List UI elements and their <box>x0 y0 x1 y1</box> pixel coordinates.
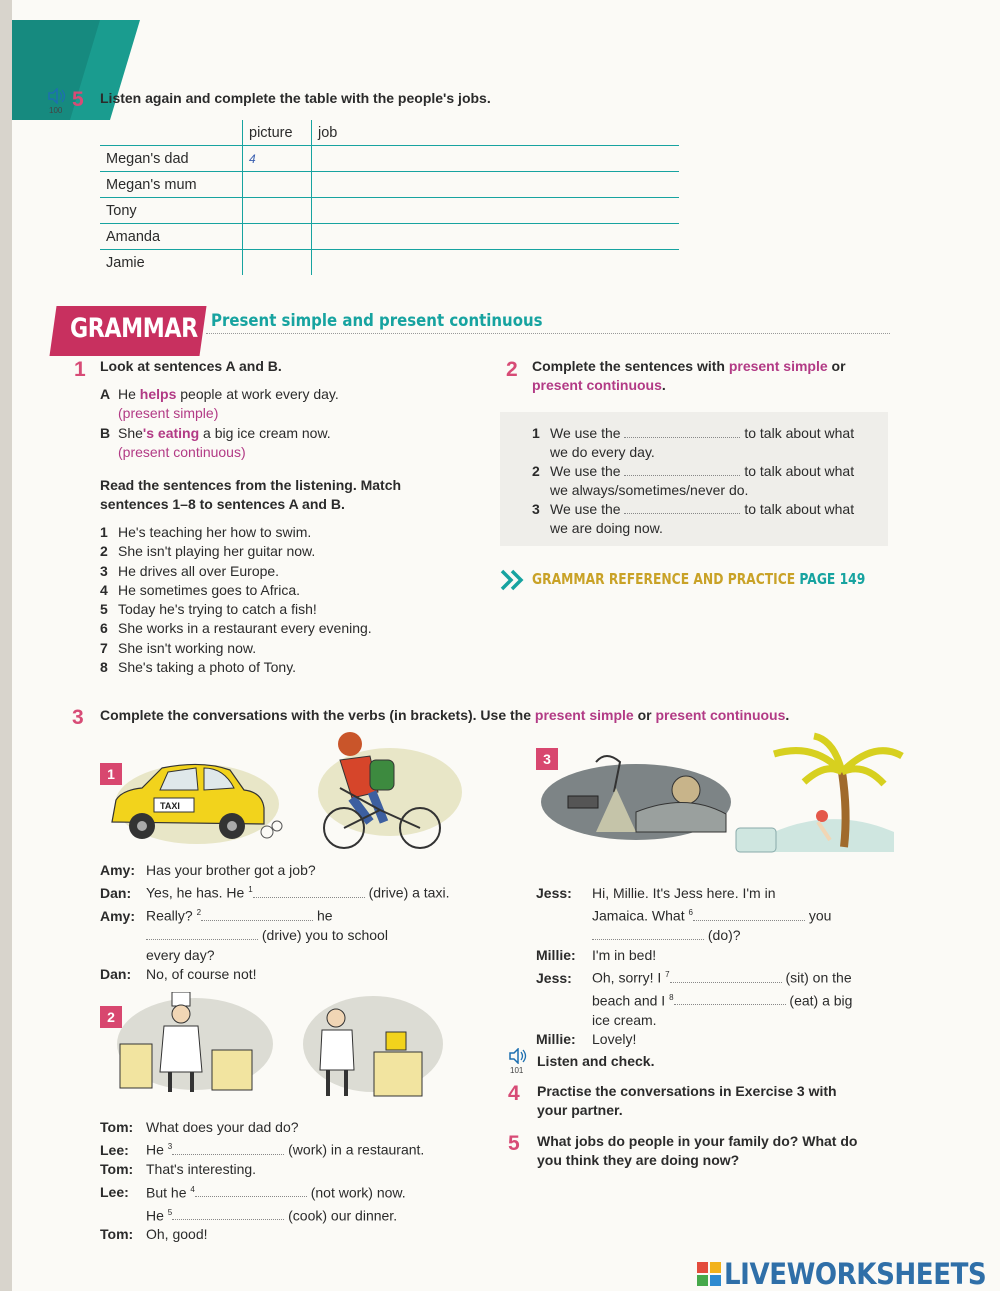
item-text: She works in a restaurant every evening. <box>118 620 372 637</box>
list-item <box>100 658 372 677</box>
instr-text: or <box>827 358 846 374</box>
audio-track-number: 101 <box>510 1066 524 1075</box>
list-item <box>100 542 372 561</box>
double-chevron-icon <box>500 569 526 591</box>
person-cell: Megan's mum <box>100 172 243 198</box>
highlight-term: present simple <box>728 358 828 374</box>
item-number: 2 <box>532 463 540 479</box>
grammar-label: GRAMMAR <box>70 313 198 344</box>
rule-item <box>532 462 882 500</box>
item-number: 1 <box>100 524 108 540</box>
brand-name: LIVEWORKSHEETS <box>724 1257 987 1291</box>
dialogue-line: No, of course not! <box>146 965 257 982</box>
job-cell[interactable] <box>312 224 680 250</box>
speaker-name: Jess: <box>536 969 572 986</box>
instr-text: Complete the conversations with the verbs (in brackets). Use the <box>100 707 535 723</box>
brand-logo[interactable] <box>697 1257 1000 1291</box>
picture-cell[interactable] <box>243 250 312 276</box>
dialogue-line: (not work) now. <box>310 1184 406 1201</box>
speaker-name: Tom: <box>100 1119 134 1135</box>
audio-icon[interactable] <box>47 88 67 104</box>
dialogue-line: He <box>146 1141 164 1158</box>
exercise-number: 4 <box>508 1082 520 1105</box>
beach-illustration <box>734 732 906 857</box>
highlight-verb: 's eating <box>142 425 200 441</box>
instr-text: or <box>633 707 656 723</box>
audio-track-number: 100 <box>49 106 63 115</box>
speaker-name: Millie: <box>536 1031 576 1048</box>
speaker-name: Amy: <box>100 862 136 878</box>
dialogue-line: (do)? <box>707 927 741 944</box>
rule-text: to talk about what <box>744 425 855 441</box>
item-text: She isn't playing her guitar now. <box>118 543 316 560</box>
exercise-instruction <box>100 706 789 725</box>
audio-icon[interactable] <box>508 1048 528 1064</box>
rule-text: We use the <box>550 463 621 479</box>
instr-text: . <box>661 377 666 393</box>
item-number: 1 <box>532 425 540 441</box>
item-number: 2 <box>100 543 108 560</box>
dialogue-line: (sit) on the <box>785 969 852 986</box>
dialogue-line: ice cream. <box>592 1011 657 1028</box>
answer-blank[interactable] <box>674 992 786 1005</box>
brand-logo-mark <box>697 1262 721 1286</box>
gap-number: 3 <box>167 1142 173 1152</box>
picture-badge: 2 <box>100 1006 122 1028</box>
exercise-number: 1 <box>74 358 86 381</box>
table-header-cell: job <box>312 120 680 146</box>
picture-badge: 3 <box>536 748 558 770</box>
picture-cell[interactable] <box>243 172 312 198</box>
answer-blank[interactable] <box>592 927 704 940</box>
sentence-text: people at work every day. <box>176 386 339 402</box>
dialogue-line: What does your dad do? <box>146 1119 299 1135</box>
speaker-name: Millie: <box>536 946 576 963</box>
answer-blank[interactable] <box>172 1207 284 1220</box>
dialogue-line: Yes, he has. He <box>146 884 245 901</box>
exercise-instruction-2: Read the sentences from the listening. Match sentences 1–8 to sentences A and B. <box>100 477 402 512</box>
item-text: He drives all over Europe. <box>118 562 280 579</box>
answer-blank[interactable] <box>624 501 740 514</box>
job-cell[interactable] <box>312 250 680 276</box>
table-header-cell: picture <box>243 120 312 146</box>
exercise-instruction: What jobs do people in your family do? What do you think they are doing now? <box>537 1133 858 1168</box>
table-row <box>100 250 679 276</box>
job-cell[interactable] <box>312 146 680 172</box>
brand-logo-letter <box>697 1275 708 1286</box>
dialogue-line: every day? <box>146 946 215 963</box>
item-text: Today he's trying to catch a fish! <box>118 601 317 618</box>
item-text: She isn't working now. <box>118 639 257 656</box>
highlight-term: present continuous <box>655 707 786 723</box>
sentence-letter: A <box>100 386 111 402</box>
picture-badge: 1 <box>100 763 122 785</box>
speaker-name: Lee: <box>100 1184 129 1201</box>
dialogue-line: (drive) you to school <box>261 927 388 944</box>
gap-number: 2 <box>196 908 202 918</box>
sentence-text: a big ice cream now. <box>199 425 331 441</box>
answer-blank[interactable] <box>201 908 313 921</box>
table-row <box>100 172 679 198</box>
table-row <box>100 198 679 224</box>
exercise-instruction <box>532 357 882 395</box>
item-text: He sometimes goes to Africa. <box>118 581 301 598</box>
item-number: 5 <box>100 601 108 618</box>
list-item <box>100 581 372 600</box>
gap-number: 7 <box>665 969 670 979</box>
dialogue-line: But he <box>146 1184 187 1201</box>
dialogue-line: (cook) our dinner. <box>288 1207 398 1224</box>
speaker-name: Jess: <box>536 885 572 901</box>
dialogue-line: (work) in a restaurant. <box>288 1141 425 1158</box>
speaker-name: Amy: <box>100 907 136 924</box>
dialogue-line: That's interesting. <box>146 1161 257 1178</box>
grammar-reference-link[interactable] <box>532 570 865 588</box>
speaker-name: Dan: <box>100 884 132 901</box>
brand-logo-letter <box>697 1262 708 1273</box>
answer-blank[interactable] <box>693 908 805 921</box>
item-number: 7 <box>100 639 108 656</box>
item-number: 8 <box>100 659 108 676</box>
sentence-text: She <box>118 425 143 441</box>
reference-text: GRAMMAR REFERENCE AND PRACTICE <box>532 570 796 588</box>
speaker-name: Tom: <box>100 1161 134 1178</box>
rule-text: we always/sometimes/never do. <box>550 482 749 498</box>
rule-text: We use the <box>550 501 621 517</box>
job-cell[interactable] <box>312 172 680 198</box>
answer-blank[interactable] <box>146 927 258 940</box>
dialogue-line: (drive) a taxi. <box>368 884 450 901</box>
sentence-list <box>100 523 372 677</box>
item-number: 6 <box>100 620 108 637</box>
exercise-number: 2 <box>506 358 518 381</box>
picture-cell[interactable]: 4 <box>243 146 312 172</box>
instr-text: Complete the sentences with <box>532 358 729 374</box>
picture-cell[interactable] <box>243 198 312 224</box>
cyclist-illustration <box>300 732 465 852</box>
gap-number: 4 <box>190 1184 195 1194</box>
exercise-instruction: Practise the conversations in Exercise 3 with your partner. <box>537 1083 837 1118</box>
exercise-instruction: Listen again and complete the table with the people's jobs. <box>100 90 491 106</box>
jobs-table <box>100 120 679 275</box>
grammar-title: Present simple and present continuous <box>211 311 543 331</box>
speaker-name: Lee: <box>100 1141 129 1158</box>
person-cell: Megan's dad <box>100 146 243 172</box>
sentence-letter: B <box>100 425 111 441</box>
list-item <box>100 639 372 658</box>
instr-text: . <box>785 707 790 723</box>
highlight-verb: helps <box>139 386 177 402</box>
dialogue-line: I'm in bed! <box>592 946 657 963</box>
page-edge <box>0 0 12 1291</box>
exercise-instruction: Look at sentences A and B. <box>100 358 282 374</box>
sentence-b <box>100 424 331 462</box>
chef-illustration <box>100 992 275 1097</box>
item-number: 3 <box>100 562 108 579</box>
dialogue-line: beach and I <box>592 992 666 1009</box>
gap-number: 1 <box>248 885 253 895</box>
dialogue-line: (eat) a big <box>789 992 853 1009</box>
dialogue-line: Hi, Millie. It's Jess here. I'm in <box>592 885 776 901</box>
exercise-number: 5 <box>72 88 84 111</box>
list-item <box>100 523 372 542</box>
item-number: 4 <box>100 581 108 598</box>
sentence-a <box>100 385 339 423</box>
answer-blank[interactable] <box>624 463 740 476</box>
dialogue-3 <box>536 884 881 1049</box>
gap-number: 5 <box>167 1207 173 1217</box>
tense-label: (present continuous) <box>118 444 246 460</box>
dialogue-line: Oh, good! <box>146 1226 208 1243</box>
item-number: 3 <box>532 501 540 517</box>
dialogue-line: Really? <box>146 907 193 924</box>
dialogue-line: he <box>316 907 333 924</box>
grammar-divider <box>206 333 890 334</box>
listen-instruction: Listen and check. <box>537 1053 655 1069</box>
reference-page: PAGE 149 <box>799 570 866 588</box>
speaker-name: Tom: <box>100 1226 134 1243</box>
rule-item <box>532 424 882 462</box>
picture-cell[interactable] <box>243 224 312 250</box>
table-header-row <box>100 120 679 146</box>
cook-illustration <box>298 992 448 1102</box>
rule-text: to talk about what <box>744 501 855 517</box>
answer-blank[interactable] <box>172 1142 284 1155</box>
person-cell: Amanda <box>100 224 243 250</box>
item-text: He's teaching her how to swim. <box>118 524 312 540</box>
rule-text: we do every day. <box>550 444 655 460</box>
rule-item <box>532 500 882 538</box>
gap-number: 6 <box>688 908 693 918</box>
rule-text: we are doing now. <box>550 520 663 536</box>
taxi-sign-text: TAXI <box>160 801 180 811</box>
person-cell: Tony <box>100 198 243 224</box>
item-text: She's taking a photo of Tony. <box>118 659 297 676</box>
gap-number: 8 <box>669 992 674 1002</box>
list-item <box>100 619 372 638</box>
table-row <box>100 146 679 172</box>
dialogue-line: He <box>146 1207 164 1224</box>
brand-logo-letter <box>710 1275 721 1286</box>
dialogue-line: Oh, sorry! I <box>592 969 662 986</box>
tense-label: (present simple) <box>118 405 219 421</box>
highlight-term: present simple <box>534 707 634 723</box>
rule-text: We use the <box>550 425 621 441</box>
answer-blank[interactable] <box>253 885 365 898</box>
dialogue-line: Lovely! <box>592 1031 637 1048</box>
exercise-number: 3 <box>72 706 84 729</box>
exercise-number: 5 <box>508 1132 520 1155</box>
speaker-name: Dan: <box>100 965 132 982</box>
dialogue-line: Has your brother got a job? <box>146 862 316 878</box>
table-header-cell <box>100 120 243 146</box>
person-cell: Jamie <box>106 254 145 271</box>
answer-blank[interactable] <box>670 970 782 983</box>
brand-logo-letter <box>710 1262 721 1273</box>
job-cell[interactable] <box>312 198 680 224</box>
highlight-term: present continuous <box>532 377 662 393</box>
rule-text: to talk about what <box>744 463 855 479</box>
answer-blank[interactable] <box>195 1184 307 1197</box>
dialogue-line: you <box>808 907 832 924</box>
list-item <box>100 562 372 581</box>
sentence-text: He <box>118 386 140 402</box>
taxi-illustration <box>102 760 284 848</box>
answer-blank[interactable] <box>624 425 740 438</box>
table-row <box>100 224 679 250</box>
dialogue-1 <box>100 861 480 984</box>
dialogue-line: Jamaica. What <box>592 907 685 924</box>
list-item <box>100 600 372 619</box>
bed-illustration <box>536 752 736 842</box>
dialogue-2 <box>100 1118 480 1245</box>
